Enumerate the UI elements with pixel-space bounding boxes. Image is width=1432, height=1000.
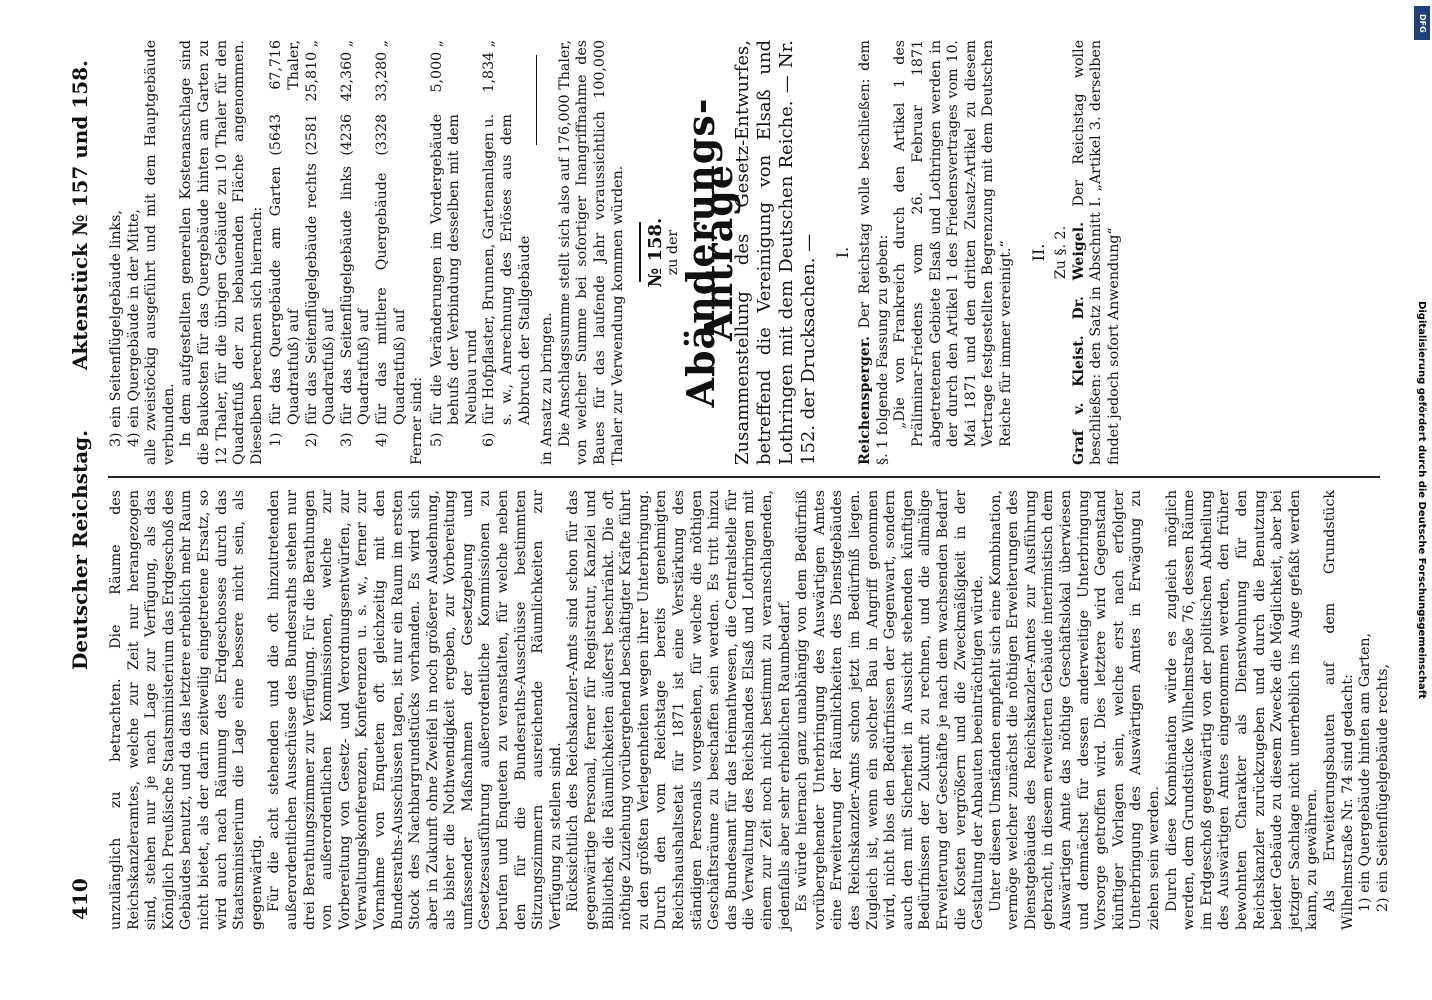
roman-numeral: II. [1028, 243, 1048, 262]
cost-item-number: 2) [303, 432, 320, 447]
zu-der-label: zu der [664, 229, 681, 276]
roman-numeral: I. [832, 246, 852, 259]
digitization-note: Digitalisierung gefördert durch die Deutsche Forschungsgemeinschaft [1416, 301, 1427, 699]
cost-item-text: für das Seitenflügelgebäude rechts (2581 Quadratfuß) auf [303, 114, 338, 425]
proposal-quote: „Die von Frankreich durch den Artikel 1 des Präliminar-Friedens vom 26. Februar 1871 abgetretenen Gebiete Elsaß und Lothringen werden in der durch den Artikel 1 des Friedensvertrages vom 10. Mai 1871 und den dritten Zusatz-Artikel zu diesem Vertrage festgestellten Begrenzung mit dem Deutschen Reiche für immer vereinigt.“ [892, 40, 1014, 447]
cost-item [339, 40, 374, 447]
cost-list [429, 40, 535, 447]
paragraph: Rücksichtlich des Reichskanzler-Amts sind schon für das gegenwärtige Personal, ferner für Registratur, Kanzlei und Bibliothek die Räumlichkeiten äußerst beschränkt. Die oft nöthige Zuziehung vorübergehend beschäftigter Kräfte führt zu den größten Verlegenheiten wegen ihrer Unterbringung. Durch den vom Reichstage bereits genehmigten Reichshaushaltsetat für 1871 ist eine Verstärkung des ständigen Personals vorgesehen, für welche die nöthigen Geschäftsräume zu beschaffen sein werden. Es tritt hinzu das Bundesamt für das Heimathwesen, die Centralstelle für die Verwaltung des Reichslandes Elsaß und Lothringen mit einem zur Zeit noch nicht bestimmt zu veranschlagenden, jedenfalls aber sehr erheblichen Raumbedarf. [565, 490, 793, 930]
proposal-text: Der Reichstag wolle beschließen: den Satz in Abschnitt I. „Artikel 3. derselben findet jedoch sofort Anwendung“ [1070, 39, 1122, 465]
cost-list [268, 40, 409, 447]
paragraph: unzulänglich zu betrachten. Die Räume des Reichskanzleramtes, welche zur Zeit nur herangezogen sind, stehen nur je nach Lage zur Verfügung, als das Königlich Preußische Staatsministerium das Erdgeschoß des Gebäudes benutzt, und da das letztere erheblich mehr Raum nicht bietet, als der darin zeitweilig eingetretene Ersatz, so wird auch nach Räumung des Erdgeschosses durch das Staatsministerium die Lage eine bessere nicht sein, als gegenwärtig. [108, 490, 265, 930]
cost-item [268, 40, 303, 447]
cost-item-number: 3) [338, 432, 355, 447]
cost-item-number: 5) [428, 432, 445, 447]
paragraph-ref: Zu §. 2. [1053, 225, 1070, 280]
paragraph: Ferner sind: [409, 377, 426, 465]
cost-item [481, 40, 534, 447]
proposal-text: Der Reichstag wolle beschließen: dem §. 1 folgende Fassung zu geben: [857, 40, 891, 465]
page-number: 410 [68, 878, 92, 920]
section-heading: Abänderungs-Anträge [678, 97, 741, 408]
document-number: № 158. [645, 217, 667, 288]
dfg-logo: DFG [1414, 6, 1430, 40]
cost-item-text: für die Veränderungen im Vordergebäude behufs der Verbindung desselben mit dem Neubau rund [428, 114, 480, 425]
digitization-sidebar [1410, 0, 1432, 1000]
section-rule [639, 223, 641, 283]
list-item: 1) ein Quergebäude hinten am Garten, [1357, 632, 1374, 912]
paragraph: Unter diesen Umständen empfiehlt sich eine Kombination, vermöge welcher zunächst die nöthigen Erweiterungen des Dienstgebäudes des Reichskanzler-Amtes zur Ausführung gebracht, in diesem erweiterten Gebäude interimistisch dem Auswärtigen Amte das nöthige Geschäftslokal überwiesen und demnächst für dessen anderweitige Unterbringung Vorsorge getroffen wird. Dies letztere wird Gegenstand künftiger Vorlagen sein, welche erst nach erfolgter Unterbringung des Auswärtigen Amtes in Erwägung zu ziehen sein werden. [987, 490, 1163, 930]
proposer-name: Reichensperger. [857, 336, 874, 465]
sum-rule [536, 55, 537, 145]
paragraph: Durch diese Kombination würde es zugleich möglich werden, dem Grundstücke Wilhelmstraße 76, dessen Räume im Erdgeschoß gegenwärtig von der politischen Abtheilung des Auswärtigen Amtes eingenommen werden, den früher bewohnten Charakter als Dienstwohnung für den Reichskanzler zurückzugeben und durch die Benutzung beider Gebäude zu diesem Zwecke die Möglichkeit, aber bei jetziger Sachlage nicht unerheblich ins Auge gefaßt werden kann, zu gewähren. [1163, 490, 1321, 930]
paragraph: In dem aufgestellten generellen Kostenanschlage sind die Baukosten für das Quergebäude hinten am Garten zu 12 Thaler, für die übrigen Gebäude zu 10 Thaler für den Quadratfuß der zu bebauenden Fläche angenommen. Dieselben berechnen sich hiernach: [178, 40, 265, 465]
cost-item [374, 40, 409, 447]
cost-item-value: 42,360 „ [338, 40, 355, 102]
cost-item-text: für das Seitenflügelgebäude links (4236 Quadratfuß) auf [338, 114, 373, 425]
list-item: 4) ein Quergebäude in der Mitte, [125, 208, 142, 447]
cost-item-number: 4) [373, 432, 390, 447]
page-header [68, 60, 98, 920]
paragraph: alle zweistöckig ausgeführt und mit dem Hauptgebäude verbunden. [143, 40, 177, 465]
paragraph: Es würde hiernach ganz unabhängig von dem Bedürfniß vorübergehender Unterbringung des Auswärtigen Amtes eine Erweiterung der Räumlichkeiten des Dienstgebäudes des Reichskanzler-Amts schon jetzt im Bedürfniß liegen. Zugleich ist, wenn ein solcher Bau in Angriff genommen wird, nicht blos den Bedürfnissen der Gegenwart, sondern auch den mit Sicherheit in Aussicht stehenden künftigen Bedürfnissen der Zukunft zu rechnen, und die allmälige Erweiterung der Geschäfte je nach dem wachsenden Bedarf die Kosten vergrößern und die Zweckmäßigkeit in der Gestaltung der Anbauten beeinträchtigen würde. [794, 490, 987, 930]
list-item: 3) ein Seitenflügelgebäude links, [108, 210, 124, 447]
cost-item-value: 33,280 „ [373, 40, 390, 102]
running-title: Deutscher Reichstag. [68, 429, 92, 670]
cost-item [304, 40, 339, 447]
left-column [108, 490, 1392, 930]
list-item: 2) ein Seitenflügelgebäude rechts, [1374, 663, 1391, 912]
right-column [108, 40, 1124, 465]
proposer-name: Graf v. Kleist. Dr. Weigel. [1070, 221, 1087, 465]
cost-item-text: für das mittlere Quergebäude (3328 Quadratfuß) auf [373, 114, 408, 425]
column-divider [108, 476, 1380, 478]
paragraph: Die Anschlagssumme stellt sich also auf 176,000 Thaler, von welcher Summe bei sofortiger Inangriffnahme des Baues für das laufende Jahr voraussichtlich 100,000 Thaler zur Verwendung kommen würden. [556, 40, 626, 465]
paragraph: in Ansatz zu bringen. [539, 312, 556, 465]
cost-item-number: 1) [268, 432, 285, 447]
cost-item-text: für Hofpflaster, Brunnen, Gartenanlagen u. s. w., Anrechnung des Erlöses aus dem Abbruch der Stallgebäude [481, 114, 533, 425]
cost-item-value: 1,834 „ [481, 40, 498, 93]
section-subtitle: Zusammenstellung des Gesetz-Entwurfes, betreffend die Vereinigung von Elsaß und Lothringen mit dem Deutschen Reiche. — Nr. 152. der Drucksachen. — [731, 40, 819, 465]
paragraph: Als Erweiterungsbauten auf dem Grundstück Wilhelmstraße Nr. 74 sind gedacht: [1321, 490, 1356, 930]
document-title: Aktenstück № 157 und 158. [68, 60, 92, 371]
cost-item-value: 25,810 „ [303, 40, 320, 102]
cost-item-text: für das Quergebäude am Garten (5643 Quadratfuß) auf [268, 114, 302, 425]
paragraph: Für die acht stehenden und die oft hinzutretenden außerordentlichen Ausschüsse des Bundesraths stehen nur drei Berathungszimmer zur Verfügung. Für die Berathungen von außerordentlichen Kommissionen, welche zur Vorbereitung von Gesetz- und Verordnungsentwürfen, zur Verwaltungskonferenzen, Konferenzen u. s. w., ferner zur Vornahme von Enqueten oft gleichzeitig mit den Bundesraths-Ausschüssen tagen, ist nur ein Raum im ersten Stock des Nachbargrundstücks vorhanden. Es wird sich aber in Zukunft ohne Zweifel in noch größerer Ausdehnung, als bisher die Nothwendigkeit ergeben, zur Vorbereitung umfassender Maßnahmen der Gesetzgebung und Gesetzesausführung außerordentliche Kommissionen zu berufen und Enqueten zu veranstalten, für welche neben den für die Bundesraths-Ausschüsse bestimmten Sitzungszimmern ausreichende Räumlichkeiten zur Verfügung zu stellen sind. [266, 490, 564, 930]
cost-item [429, 40, 482, 447]
cost-item-number: 6) [481, 432, 498, 447]
cost-item-value: 5,000 „ [428, 40, 445, 93]
cost-item-value: 67,716 Thaler, [268, 40, 302, 90]
